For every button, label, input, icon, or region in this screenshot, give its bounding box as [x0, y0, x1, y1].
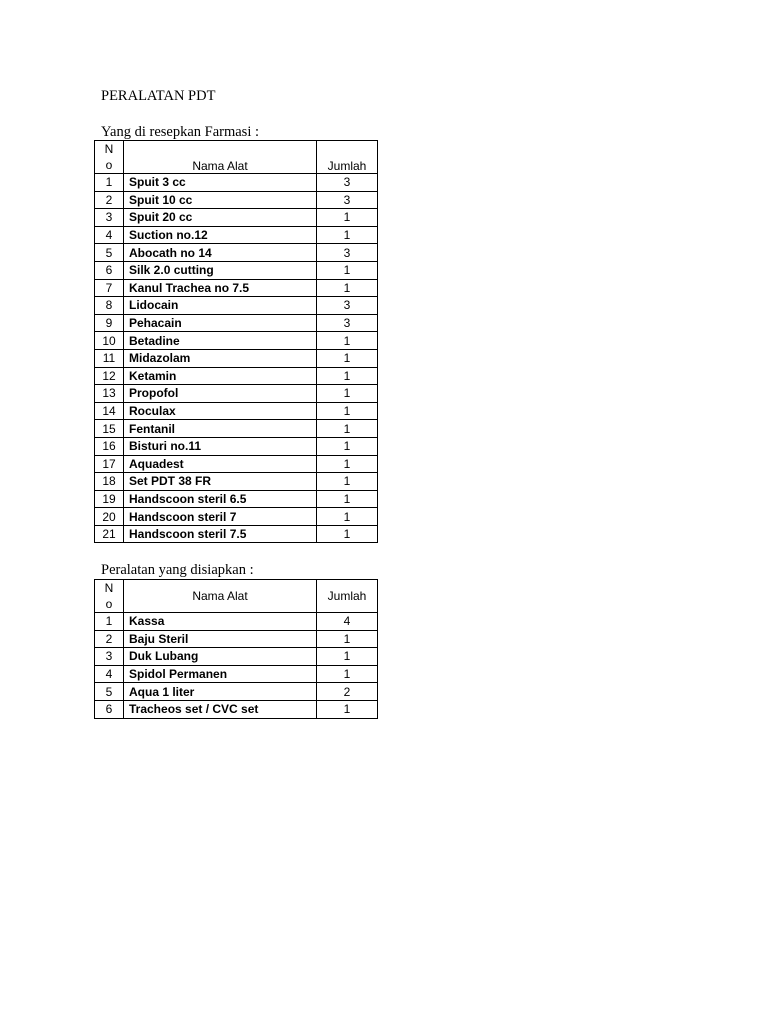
- cell-no: 6: [95, 700, 124, 718]
- table-row: [95, 209, 378, 227]
- table-row: [95, 297, 378, 315]
- cell-nama-alat: Bisturi no.11: [124, 437, 317, 455]
- table-row: [95, 314, 378, 332]
- table-row: [95, 261, 378, 279]
- cell-nama-alat: Handscoon steril 7.5: [124, 525, 317, 543]
- cell-jumlah: 1: [317, 279, 378, 297]
- table-row: [95, 508, 378, 526]
- cell-jumlah: 1: [317, 508, 378, 526]
- table-row: [95, 455, 378, 473]
- cell-no: 9: [95, 314, 124, 332]
- header-jumlah: Jumlah: [317, 141, 378, 174]
- cell-no: 13: [95, 385, 124, 403]
- cell-nama-alat: Lidocain: [124, 297, 317, 315]
- header-no-line2: o: [105, 597, 113, 611]
- page-title: PERALATAN PDT: [101, 88, 216, 104]
- cell-jumlah: 1: [317, 385, 378, 403]
- header-nama-alat: Nama Alat: [124, 580, 317, 613]
- cell-no: 4: [95, 226, 124, 244]
- cell-no: 3: [95, 209, 124, 227]
- cell-nama-alat: Midazolam: [124, 349, 317, 367]
- table-row: [95, 226, 378, 244]
- cell-nama-alat: Kanul Trachea no 7.5: [124, 279, 317, 297]
- cell-nama-alat: Kassa: [124, 613, 317, 631]
- cell-nama-alat: Pehacain: [124, 314, 317, 332]
- cell-no: 10: [95, 332, 124, 350]
- cell-nama-alat: Aqua 1 liter: [124, 683, 317, 701]
- cell-no: 5: [95, 683, 124, 701]
- cell-nama-alat: Suction no.12: [124, 226, 317, 244]
- table-row: [95, 437, 378, 455]
- cell-jumlah: 1: [317, 525, 378, 543]
- table-row: [95, 402, 378, 420]
- cell-nama-alat: Betadine: [124, 332, 317, 350]
- cell-jumlah: 1: [317, 473, 378, 491]
- cell-jumlah: 1: [317, 332, 378, 350]
- cell-jumlah: 1: [317, 420, 378, 438]
- cell-no: 7: [95, 279, 124, 297]
- cell-jumlah: 1: [317, 402, 378, 420]
- table-row: [95, 191, 378, 209]
- table-row: [95, 420, 378, 438]
- table-row: [95, 630, 378, 648]
- table-row: [95, 473, 378, 491]
- header-nama-alat: Nama Alat: [124, 141, 317, 174]
- table-row: [95, 332, 378, 350]
- header-no-line2: o: [105, 158, 113, 172]
- table-row: [95, 700, 378, 718]
- table-body: [95, 613, 378, 719]
- table-row: [95, 490, 378, 508]
- cell-jumlah: 3: [317, 191, 378, 209]
- cell-no: 1: [95, 613, 124, 631]
- cell-nama-alat: Spuit 10 cc: [124, 191, 317, 209]
- section-caption-resep: Yang di resepkan Farmasi :: [101, 124, 260, 140]
- table-peralatan-disiapkan: [94, 579, 378, 719]
- cell-no: 5: [95, 244, 124, 262]
- table-row: [95, 683, 378, 701]
- cell-jumlah: 1: [317, 665, 378, 683]
- cell-nama-alat: Duk Lubang: [124, 648, 317, 666]
- table-row: [95, 525, 378, 543]
- cell-no: 20: [95, 508, 124, 526]
- table-header-row: [95, 141, 378, 174]
- table-row: [95, 648, 378, 666]
- cell-jumlah: 4: [317, 613, 378, 631]
- cell-jumlah: 1: [317, 630, 378, 648]
- section-caption-disiapkan: Peralatan yang disiapkan :: [101, 562, 254, 578]
- cell-no: 3: [95, 648, 124, 666]
- cell-no: 19: [95, 490, 124, 508]
- table-row: [95, 244, 378, 262]
- header-no: [95, 141, 124, 174]
- cell-nama-alat: Handscoon steril 7: [124, 508, 317, 526]
- table-row: [95, 665, 378, 683]
- table-row: [95, 279, 378, 297]
- cell-no: 16: [95, 437, 124, 455]
- cell-nama-alat: Baju Steril: [124, 630, 317, 648]
- cell-no: 8: [95, 297, 124, 315]
- cell-no: 12: [95, 367, 124, 385]
- cell-jumlah: 1: [317, 437, 378, 455]
- cell-no: 21: [95, 525, 124, 543]
- cell-nama-alat: Roculax: [124, 402, 317, 420]
- cell-jumlah: 3: [317, 244, 378, 262]
- table-row: [95, 385, 378, 403]
- cell-jumlah: 1: [317, 209, 378, 227]
- cell-nama-alat: Spuit 20 cc: [124, 209, 317, 227]
- header-no-line1: N: [104, 581, 114, 595]
- table-row: [95, 349, 378, 367]
- cell-jumlah: 3: [317, 314, 378, 332]
- cell-no: 11: [95, 349, 124, 367]
- cell-no: 17: [95, 455, 124, 473]
- cell-no: 6: [95, 261, 124, 279]
- cell-nama-alat: Silk 2.0 cutting: [124, 261, 317, 279]
- header-no: [95, 580, 124, 613]
- cell-nama-alat: Spuit 3 cc: [124, 174, 317, 192]
- cell-jumlah: 3: [317, 174, 378, 192]
- cell-nama-alat: Tracheos set / CVC set: [124, 700, 317, 718]
- cell-jumlah: 1: [317, 367, 378, 385]
- cell-jumlah: 3: [317, 297, 378, 315]
- table-row: [95, 367, 378, 385]
- cell-no: 1: [95, 174, 124, 192]
- cell-nama-alat: Spidol Permanen: [124, 665, 317, 683]
- cell-nama-alat: Abocath no 14: [124, 244, 317, 262]
- cell-jumlah: 1: [317, 349, 378, 367]
- cell-nama-alat: Propofol: [124, 385, 317, 403]
- cell-jumlah: 1: [317, 648, 378, 666]
- cell-nama-alat: Ketamin: [124, 367, 317, 385]
- cell-jumlah: 1: [317, 226, 378, 244]
- table-resep-farmasi: [94, 140, 378, 543]
- cell-no: 14: [95, 402, 124, 420]
- cell-jumlah: 1: [317, 261, 378, 279]
- cell-nama-alat: Aquadest: [124, 455, 317, 473]
- cell-jumlah: 1: [317, 700, 378, 718]
- cell-jumlah: 1: [317, 455, 378, 473]
- header-no-line1: N: [104, 142, 114, 156]
- cell-no: 2: [95, 191, 124, 209]
- cell-nama-alat: Set PDT 38 FR: [124, 473, 317, 491]
- table-header-row: [95, 580, 378, 613]
- cell-nama-alat: Handscoon steril 6.5: [124, 490, 317, 508]
- cell-no: 4: [95, 665, 124, 683]
- cell-no: 18: [95, 473, 124, 491]
- table-row: [95, 174, 378, 192]
- cell-no: 15: [95, 420, 124, 438]
- cell-nama-alat: Fentanil: [124, 420, 317, 438]
- cell-jumlah: 1: [317, 490, 378, 508]
- cell-no: 2: [95, 630, 124, 648]
- table-body: [95, 174, 378, 543]
- cell-jumlah: 2: [317, 683, 378, 701]
- header-jumlah: Jumlah: [317, 580, 378, 613]
- table-row: [95, 613, 378, 631]
